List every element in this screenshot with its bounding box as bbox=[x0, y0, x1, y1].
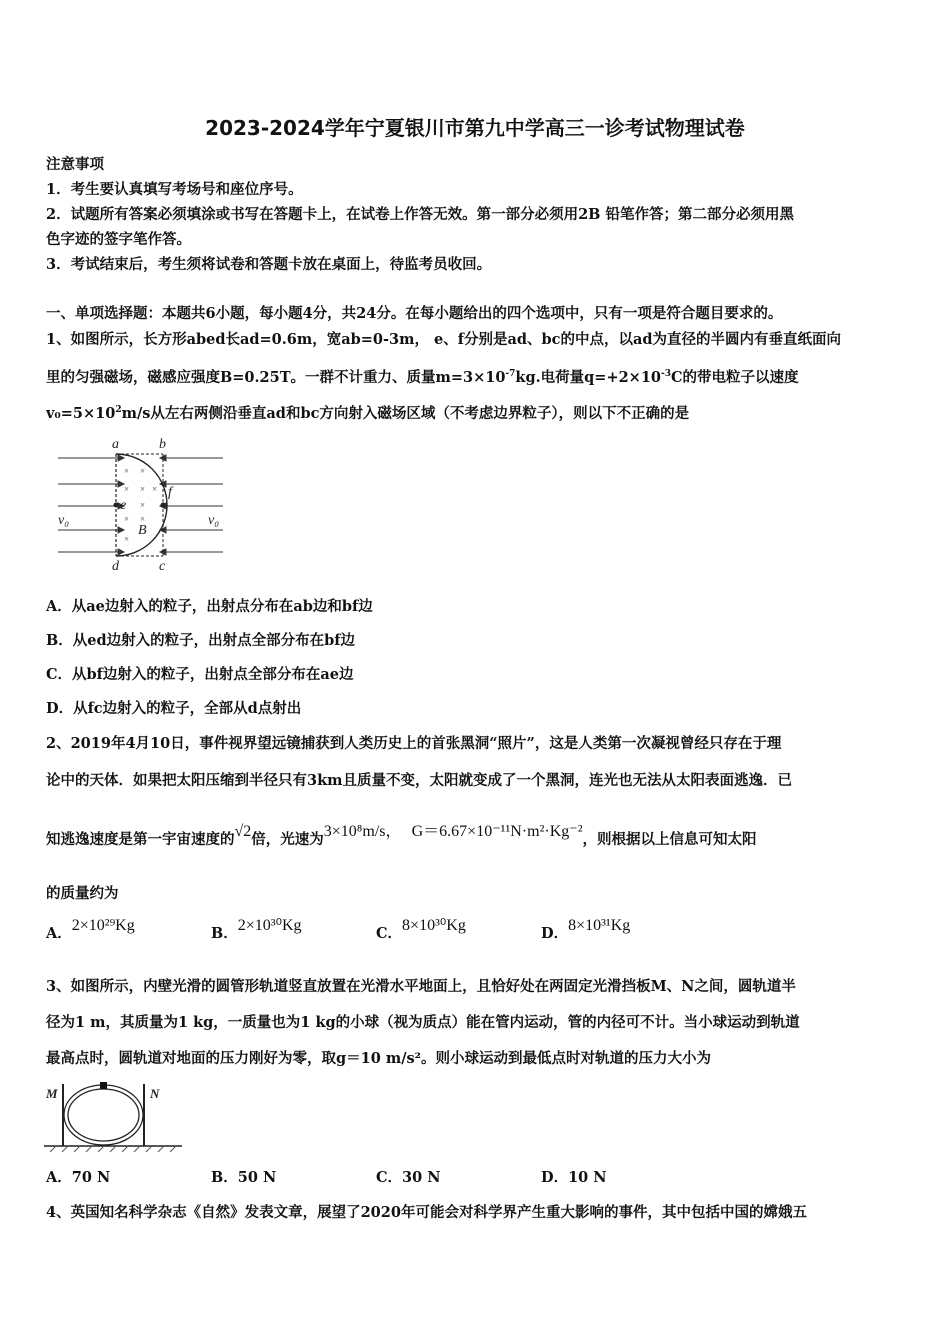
q1-option-a: A．从ae边射入的粒子，出射点分布在ab边和bf边 bbox=[46, 598, 373, 615]
label-v0-right: v₀ bbox=[208, 513, 220, 528]
field-cross: × bbox=[140, 484, 146, 494]
q2-line-3: 知逃逸速度是第一宇宙速度的√2倍，光速为3×10⁸m/s， G＝6.67×10⁻¹¹N·m²·Kg⁻²，则根据以上信息可知太阳 bbox=[46, 823, 757, 848]
sqrt-two: √2 bbox=[234, 823, 252, 840]
q2-option-b: B．2×10³⁰Kg bbox=[211, 917, 302, 942]
notice-item-1: 1．考生要认真填写考场号和座位序号。 bbox=[46, 181, 303, 198]
notice-item-2: 2．试题所有答案必须填涂或书写在答题卡上，在试卷上作答无效。第一部分必须用2B 铅笔作答；第二部分必须用黑 bbox=[46, 206, 794, 223]
q4-line-1: 4、英国知名科学杂志《自然》发表文章，展望了2020年可能会对科学界产生重大影响的事件，其中包括中国的嫦娥五 bbox=[46, 1204, 807, 1221]
section-heading: 一、单项选择题：本题共6小题，每小题4分，共24分。在每小题给出的四个选项中，只有一项是符合题目要求的。 bbox=[46, 305, 783, 322]
q2-line-4: 的质量约为 bbox=[46, 885, 119, 902]
field-cross: × bbox=[140, 466, 146, 476]
q3-option-c: C．30 N bbox=[376, 1169, 441, 1186]
q2-line-2: 论中的天体．如果把太阳压缩到半径只有3km且质量不变，太阳就变成了一个黑洞，连光也无法从太阳表面逃逸．已 bbox=[46, 772, 792, 789]
q1-line-3: $v_0=5\times 10^2m/s$从左右两侧沿垂直ad和bc方向射入磁场区域（不考虑边界粒子），则以下不正确的是 bbox=[46, 405, 690, 422]
q2-line-1: 2、2019年4月10日，事件视界望远镜捕获到人类历史上的首张黑洞“照片”，这是人类第一次凝视曾经只存在于理 bbox=[46, 735, 782, 752]
q3-circular-track-figure bbox=[44, 1080, 184, 1152]
field-cross: × bbox=[124, 484, 130, 494]
q2-option-c: C．8×10³⁰Kg bbox=[376, 917, 466, 942]
field-cross: × bbox=[124, 514, 130, 524]
light-speed-formula: 3×10⁸m/s， bbox=[323, 823, 402, 840]
field-cross: × bbox=[124, 466, 130, 476]
q3-line-1: 3、如图所示，内壁光滑的圆管形轨道竖直放置在光滑水平地面上，且恰好处在两固定光滑挡板M、N之间，圆轨道半 bbox=[46, 978, 796, 995]
q1-magnetic-field-figure bbox=[48, 434, 233, 574]
label-M: M bbox=[46, 1086, 58, 1101]
q2-option-d: D．8×10³¹Kg bbox=[541, 917, 631, 942]
label-f: f bbox=[168, 485, 172, 500]
label-B: B bbox=[138, 523, 147, 538]
q3-option-d: D．10 N bbox=[541, 1169, 607, 1186]
label-c: c bbox=[159, 559, 166, 574]
q3-option-a: A．70 N bbox=[46, 1169, 111, 1186]
q1-line-2: 里的匀强磁场，磁感应强度B=0.25T。一群不计重力、质量$m=3\times 10^{-7}kg$.电荷量$q=+2\times 10^{-3}C$的带电粒子以速度 bbox=[46, 369, 799, 386]
q1-line-1: 1、如图所示，长方形abed长ad=0.6m，宽ab=0-3m， e、f分别是ad、bc的中点，以ad为直径的半圆内有垂直纸面向 bbox=[46, 331, 842, 348]
field-cross: × bbox=[124, 534, 130, 544]
field-cross: × bbox=[152, 484, 158, 494]
label-a: a bbox=[112, 437, 119, 452]
label-d: d bbox=[112, 559, 119, 574]
field-cross: × bbox=[140, 514, 146, 524]
label-b: b bbox=[159, 437, 166, 452]
q3-line-2: 径为1 m，其质量为1 kg，一质量也为1 kg的小球（视为质点）能在管内运动，管的内径可不计。当小球运动到轨道 bbox=[46, 1014, 800, 1031]
page-title: 2023-2024学年宁夏银川市第九中学高三一诊考试物理试卷 bbox=[205, 116, 745, 140]
label-v0-left: v₀ bbox=[58, 513, 70, 528]
q1-option-c: C．从bf边射入的粒子，出射点全部分布在ae边 bbox=[46, 666, 354, 683]
notice-item-2-cont: 色字迹的签字笔作答。 bbox=[46, 231, 191, 248]
q3-line-3: 最高点时，圆轨道对地面的压力刚好为零，取g＝10 m/s²。则小球运动到最低点时对轨道的压力大小为 bbox=[46, 1050, 712, 1067]
gravity-constant-formula: G＝6.67×10⁻¹¹N·m²·Kg⁻² bbox=[411, 823, 583, 840]
q2-option-a: A．2×10²⁹Kg bbox=[46, 917, 135, 942]
field-cross: × bbox=[140, 500, 146, 510]
label-e: e bbox=[120, 498, 127, 513]
label-N: N bbox=[150, 1086, 160, 1101]
q3-option-b: B．50 N bbox=[211, 1169, 277, 1186]
notice-heading: 注意事项 bbox=[46, 156, 104, 173]
q1-option-b: B．从ed边射入的粒子，出射点全部分布在bf边 bbox=[46, 632, 355, 649]
q1-option-d: D．从fc边射入的粒子，全部从d点射出 bbox=[46, 700, 302, 717]
notice-item-3: 3．考试结束后，考生须将试卷和答题卡放在桌面上，待监考员收回。 bbox=[46, 256, 492, 273]
